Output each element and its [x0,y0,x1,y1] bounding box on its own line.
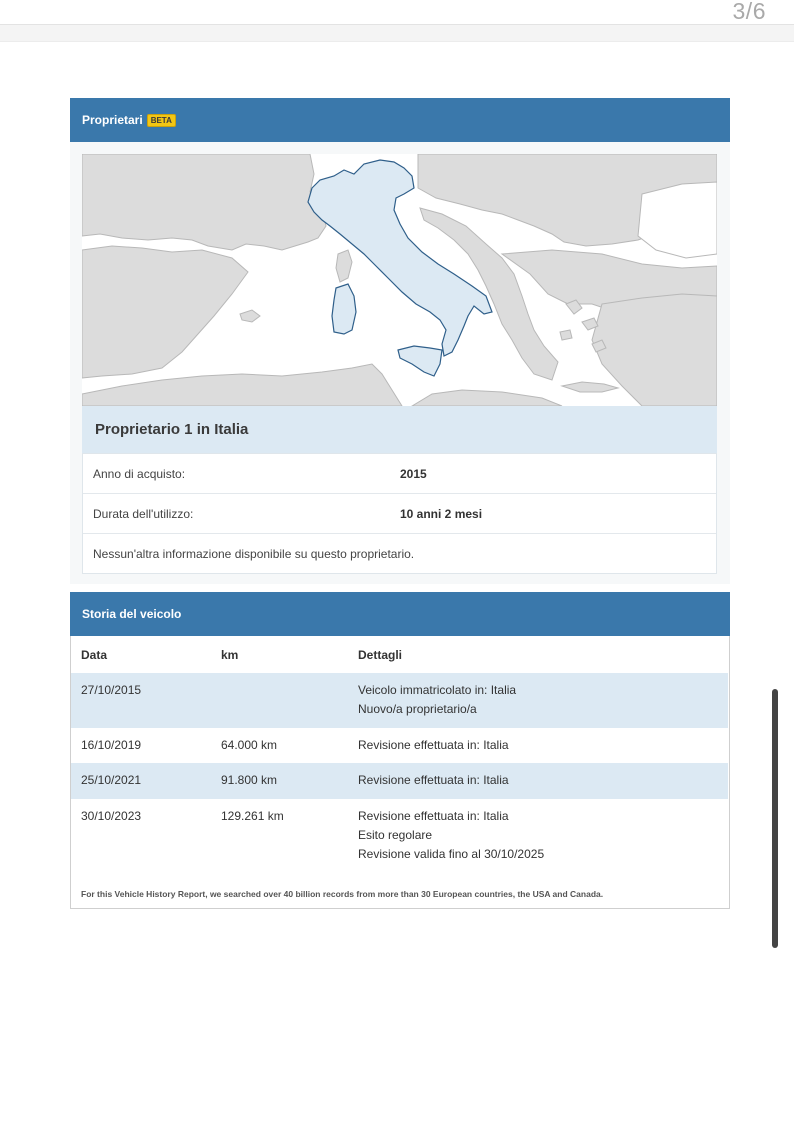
history-date: 16/10/2019 [81,738,142,752]
viewer-toolbar [0,0,794,25]
map-svg [82,154,717,406]
history-km: 129.261 km [221,809,284,823]
owner-row-usage-duration [83,494,716,534]
column-header-km: km [221,648,239,662]
owner-row-label: Anno di acquisto: [93,466,186,481]
history-row [71,799,728,869]
history-row [71,763,728,799]
viewer-band [0,25,794,42]
column-header-date: Data [81,648,108,662]
owner-row-note [83,534,716,573]
vertical-scrollbar[interactable] [772,689,778,948]
history-detail: Revisione valida fino al 30/10/2025 [358,847,545,861]
owner-country-map [82,154,717,406]
history-detail: Veicolo immatricolato in: Italia [358,683,517,697]
history-detail: Nuovo/a proprietario/a [358,702,477,716]
history-detail: Revisione effettuata in: Italia [358,738,509,752]
owners-section-header [70,98,730,142]
history-km: 91.800 km [221,773,278,787]
column-header-details: Dettagli [358,648,403,662]
history-km: 64.000 km [221,738,278,752]
history-table-header [71,646,728,666]
beta-badge: BETA [147,114,176,127]
history-section-header [70,592,730,636]
owner-row-purchase-year [83,454,716,494]
history-row [71,673,728,728]
history-date: 25/10/2021 [81,773,142,787]
report-footnote: For this Vehicle History Report, we searched over 40 billion records from more than 30 European countries, the USA and Canada. [81,889,604,899]
history-date: 27/10/2015 [81,683,142,697]
owner-row-label: Durata dell'utilizzo: [93,506,194,521]
history-date: 30/10/2023 [81,809,142,823]
owner-details-table [82,453,717,574]
owner-note: Nessun'altra informazione disponibile su questo proprietario. [93,546,415,561]
history-title: Storia del veicolo [82,607,182,621]
history-row [71,728,728,763]
page-indicator: 3/6 [732,0,766,24]
owner-row-value: 10 anni 2 mesi [400,506,483,521]
owners-title: Proprietari [82,113,143,127]
history-detail: Revisione effettuata in: Italia [358,809,509,823]
history-detail: Revisione effettuata in: Italia [358,773,509,787]
history-detail: Esito regolare [358,828,433,842]
owner-row-value: 2015 [400,466,427,481]
owner-title: Proprietario 1 in Italia [82,406,717,453]
